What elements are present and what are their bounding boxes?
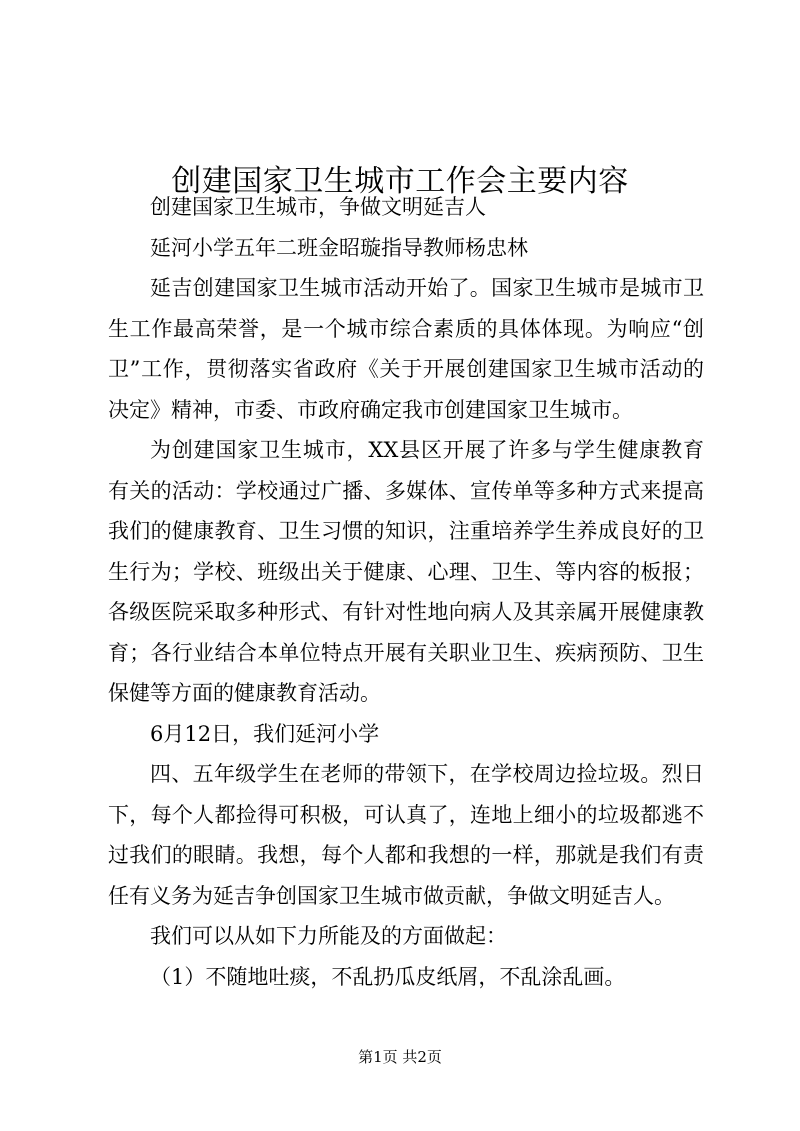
paragraph-action-1: （1）不随地吐痰，不乱扔瓜皮纸屑，不乱涂乱画。 bbox=[150, 964, 626, 989]
paragraph-activities: 为创建国家卫生城市，XX县区开展了许多与学生健康教育有关的活动：学校通过广播、多媒体、宣传单等多种方式来提高我们的健康教育、卫生习惯的知识，注重培养学生养成良好的卫生行为；学校、班级出关于健康、心理、卫生、等内容的板报；各级医院采取多种形式、有针对性地向病人及其亲属开展健康教育；各行业结合本单位特点开展有关职业卫生、疾病预防、卫生保健等方面的健康教育活动。 bbox=[108, 438, 704, 705]
paragraph-intro: 延吉创建国家卫生城市活动开始了。国家卫生城市是城市卫生工作最高荣誉，是一个城市综合素质的具体体现。为响应“创卫”工作，贯彻落实省政府《关于开展创建国家卫生城市活动的决定》精神，市委、市政府确定我市创建国家卫生城市。 bbox=[108, 276, 704, 422]
page-title: 创建国家卫生城市工作会主要内容 bbox=[171, 164, 629, 200]
page-footer: 第1页 共2页 bbox=[358, 1048, 442, 1066]
paragraph-subtitle: 创建国家卫生城市，争做文明延吉人 bbox=[150, 195, 486, 219]
paragraph-actions-intro: 我们可以从如下力所能及的方面做起： bbox=[150, 924, 507, 948]
paragraph-date: 6月12日，我们延河小学 bbox=[150, 721, 380, 746]
document-body bbox=[108, 187, 704, 997]
paragraph-author: 延河小学五年二班金昭璇指导教师杨忠林 bbox=[150, 235, 528, 260]
paragraph-cleanup: 四、五年级学生在老师的带领下，在学校周边捡垃圾。烈日下，每个人都捡得可积极，可认真了，连地上细小的垃圾都逃不过我们的眼睛。我想，每个人都和我想的一样，那就是我们有责任有义务为延吉争创国家卫生城市做贡献，争做文明延吉人。 bbox=[108, 762, 704, 908]
